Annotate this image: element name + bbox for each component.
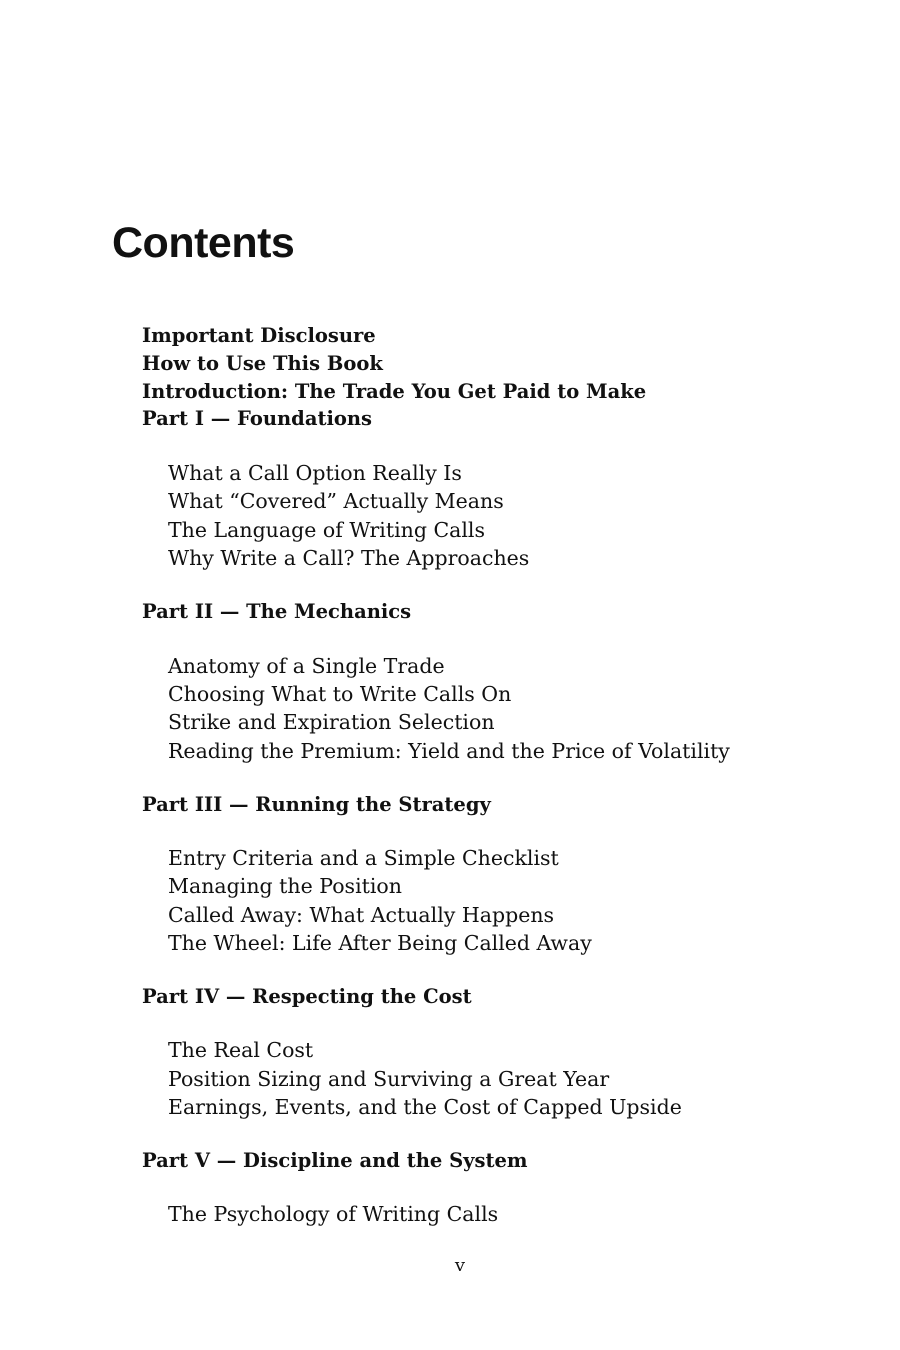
chapter-title: Entry Criteria and a Simple Checklist: [168, 846, 559, 870]
page-title: Contents: [112, 219, 295, 267]
chapter-title: Choosing What to Write Calls On: [168, 682, 512, 706]
chapter-title: Why Write a Call? The Approaches: [168, 546, 530, 570]
chapter-title: Managing the Position: [168, 874, 402, 898]
toc-part-3[interactable]: Part III — Running the Strategy: [142, 793, 491, 816]
front-matter-list: [142, 322, 646, 407]
toc-entry-introduction[interactable]: Introduction: The Trade You Get Paid to Make: [142, 380, 647, 404]
toc-part-4[interactable]: Part IV — Respecting the Cost: [142, 985, 472, 1008]
chapter-title: The Real Cost: [168, 1038, 314, 1062]
chapter-title: Called Away: What Actually Happens: [168, 903, 555, 927]
chapter-title: Anatomy of a Single Trade: [168, 654, 445, 678]
toc-part-5[interactable]: Part V — Discipline and the System: [142, 1149, 528, 1172]
toc-entry-important-disclosure[interactable]: Important Disclosure: [142, 324, 376, 347]
chapter-title: The Wheel: Life After Being Called Away: [168, 931, 592, 955]
chapter-title: Position Sizing and Surviving a Great Year: [168, 1067, 610, 1091]
chapter-title: The Language of Writing Calls: [168, 518, 486, 542]
chapter-title: The Psychology of Writing Calls: [168, 1202, 499, 1226]
chapter-title: What a Call Option Really Is: [168, 461, 462, 485]
chapter-title: Strike and Expiration Selection: [168, 710, 495, 734]
chapter-title: Earnings, Events, and the Cost of Capped Upside: [168, 1095, 682, 1119]
chapter-title: Reading the Premium: Yield and the Price of Volatility: [168, 739, 730, 763]
toc-part-2[interactable]: Part II — The Mechanics: [142, 600, 412, 623]
toc-entry-how-to-use[interactable]: How to Use This Book: [142, 352, 383, 376]
page-number: v: [454, 1255, 466, 1276]
chapter-title: What “Covered” Actually Means: [168, 489, 504, 513]
toc-part-1[interactable]: Part I — Foundations: [142, 407, 373, 430]
